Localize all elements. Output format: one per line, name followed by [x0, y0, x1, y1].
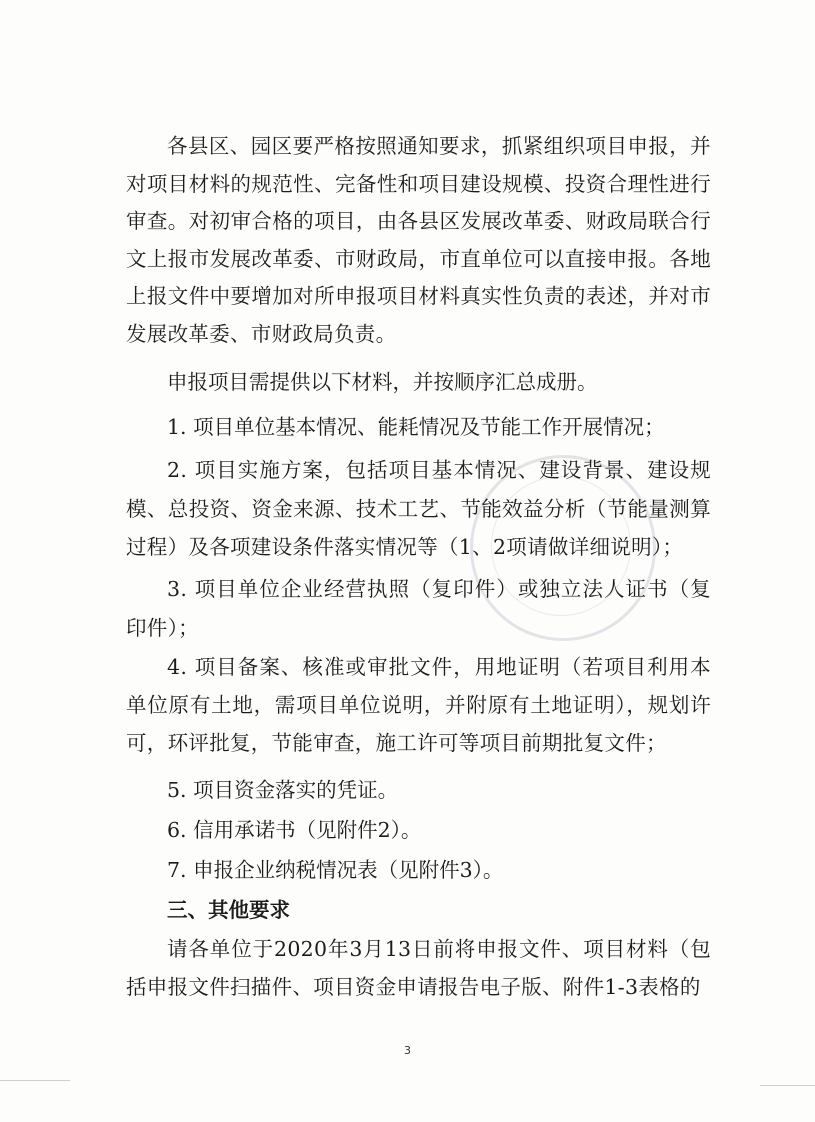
list-item-2: 2. 项目实施方案，包括项目基本情况、建设背景、建设规模、总投资、资金来源、技术工艺、节能效益分析（节能量测算过程）及各项建设条件落实情况等（1、2项请做详细说明）；: [126, 458, 711, 559]
paragraph-county-review: 各县区、园区要严格按照通知要求，抓紧组织项目申报，并对项目材料的规范性、完备性和项目建设规模、投资合理性进行审查。对初审合格的项目，由各县区发展改革委、财政局联合行文上报市发展改革委、市财政局，市直单位可以直接申报。各地上报文件中要增加对所申报项目材料真实性负责的表述，并对市发展改革委、市财政局负责。: [126, 134, 711, 346]
scan-artifact: [0, 1080, 70, 1081]
list-item-1: 1. 项目单位基本情况、能耗情况及节能工作开展情况；: [167, 415, 665, 439]
scan-artifact: [760, 1085, 815, 1086]
section-heading-other-requirements: 三、其他要求: [167, 898, 290, 922]
paragraph-materials-intro: 申报项目需提供以下材料，并按顺序汇总成册。: [167, 370, 598, 394]
list-item-4: 4. 项目备案、核准或审批文件，用地证明（若项目利用本单位原有土地，需项目单位说明，并附原有土地证明），规划许可，环评批复，节能审查，施工许可等项目前期批复文件；: [126, 655, 711, 755]
list-item-6: 6. 信用承诺书（见附件2）。: [167, 818, 422, 842]
list-item-3: 3. 项目单位企业经营执照（复印件）或独立法人证书（复印件）；: [126, 577, 711, 640]
list-item-7: 7. 申报企业纳税情况表（见附件3）。: [167, 858, 504, 882]
list-item-5: 5. 项目资金落实的凭证。: [167, 778, 399, 802]
paragraph-submission-deadline: 请各单位于2020年3月13日前将申报文件、项目材料（包括申报文件扫描件、项目资金申请报告电子版、附件1-3表格的: [126, 937, 711, 999]
page-number: 3: [404, 1044, 411, 1057]
